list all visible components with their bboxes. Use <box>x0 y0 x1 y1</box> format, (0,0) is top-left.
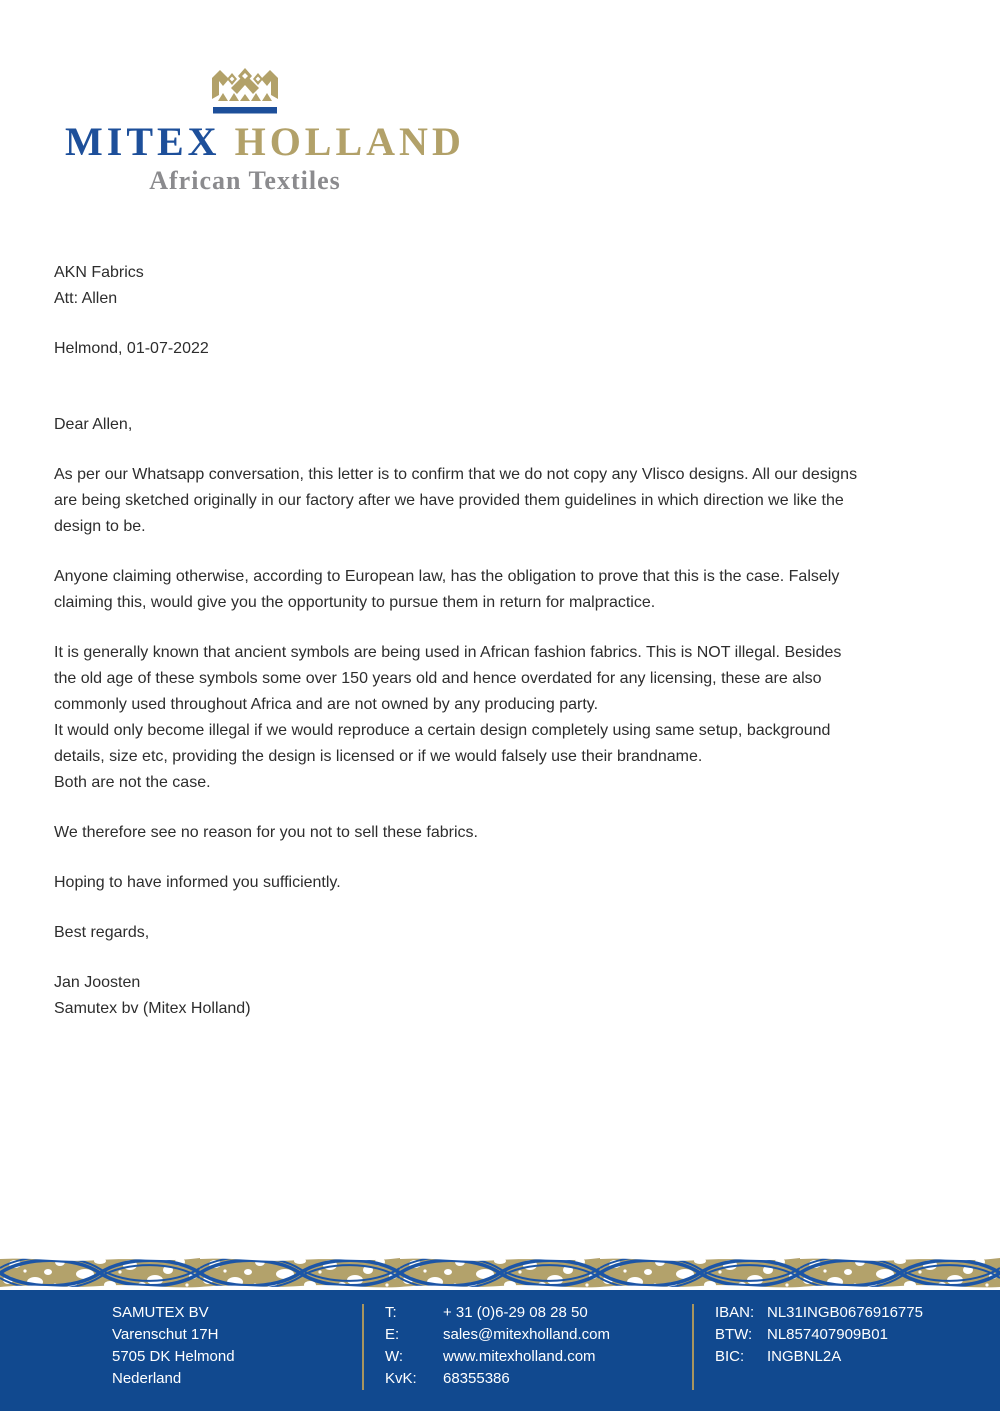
recipient-name: AKN Fabrics <box>54 264 144 281</box>
signature-block <box>54 970 866 1022</box>
footer-bank-block <box>715 1302 923 1368</box>
phone-value: + 31 (0)6-29 08 28 50 <box>443 1304 588 1321</box>
kvk-value: 68355386 <box>443 1370 510 1387</box>
bank-btw-row <box>715 1324 923 1346</box>
body-paragraph-2: Anyone claiming otherwise, according to European law, has the obligation to prove that this is the case. Falsely claiming this, would give you the opportunity to pursue them in return for malpractice. <box>54 568 840 611</box>
footer-company-block <box>112 1302 235 1390</box>
company-street: Varenschut 17H <box>112 1326 219 1343</box>
company-city: 5705 DK Helmond <box>112 1348 235 1365</box>
kvk-label: KvK: <box>385 1370 417 1387</box>
company-country: Nederland <box>112 1370 182 1387</box>
btw-value: NL857407909B01 <box>767 1326 888 1343</box>
brand-mitex: MITEX <box>65 119 221 164</box>
body-paragraph-1: As per our Whatsapp conversation, this letter is to confirm that we do not copy any Vlisco designs. All our designs are being sketched originally in our factory after we have provided them guidelines in which direction we like the design to be. <box>54 466 858 535</box>
iban-label: IBAN: <box>715 1304 755 1321</box>
dateline: Helmond, 01-07-2022 <box>54 340 209 357</box>
footer-divider <box>692 1304 694 1390</box>
logo <box>65 68 465 196</box>
contact-website-row <box>385 1346 610 1368</box>
btw-label: BTW: <box>715 1326 753 1343</box>
contact-kvk-row <box>385 1368 610 1390</box>
website-value: www.mitexholland.com <box>443 1348 596 1365</box>
closing: Best regards, <box>54 924 150 941</box>
signature-company: Samutex bv (Mitex Holland) <box>54 1000 251 1017</box>
bank-bic-row <box>715 1346 923 1368</box>
body-paragraph-5: Hoping to have informed you sufficiently. <box>54 874 341 891</box>
signature-name: Jan Joosten <box>54 974 141 991</box>
body-paragraph-3 <box>54 640 866 796</box>
brand-tagline: African Textiles <box>149 166 341 195</box>
bic-value: INGBNL2A <box>767 1348 842 1365</box>
body-paragraph-3-line-group-2: It would only become illegal if we would reproduce a certain design completely using same setup, background details, size etc, providing the design is licensed or if we would falsely use their brandname. <box>54 722 831 765</box>
brand-holland: HOLLAND <box>234 119 465 164</box>
body-paragraph-4: We therefore see no reason for you not to sell these fabrics. <box>54 824 478 841</box>
batik-pattern-band <box>0 1256 1000 1290</box>
email-value: sales@mitexholland.com <box>443 1326 610 1343</box>
crown-icon <box>209 68 281 116</box>
contact-email-row <box>385 1324 610 1346</box>
body-paragraph-3-line-group-3: Both are not the case. <box>54 774 211 791</box>
contact-phone-row <box>385 1302 610 1324</box>
email-label: E: <box>385 1326 400 1343</box>
footer-bar <box>0 1290 1000 1411</box>
footer-divider <box>362 1304 364 1390</box>
letter-body <box>54 260 866 1046</box>
recipient-attention: Att: Allen <box>54 290 118 307</box>
phone-label: T: <box>385 1304 397 1321</box>
body-paragraph-3-line-group-1: It is generally known that ancient symbols are being used in African fashion fabrics. This is NOT illegal. Besides the old age of these symbols some over 150 years old and hence overdated for any licensing, these are also commonly used throughout Africa and are not owned by any producing party. <box>54 644 842 713</box>
crown-bar <box>213 107 277 114</box>
salutation: Dear Allen, <box>54 416 133 433</box>
website-label: W: <box>385 1348 404 1365</box>
recipient-block <box>54 260 866 312</box>
bank-iban-row <box>715 1302 923 1324</box>
footer-contact-block <box>385 1302 610 1390</box>
company-name: SAMUTEX BV <box>112 1304 209 1321</box>
brand-wordmark <box>65 119 465 164</box>
iban-value: NL31INGB0676916775 <box>767 1304 923 1321</box>
bic-label: BIC: <box>715 1348 745 1365</box>
